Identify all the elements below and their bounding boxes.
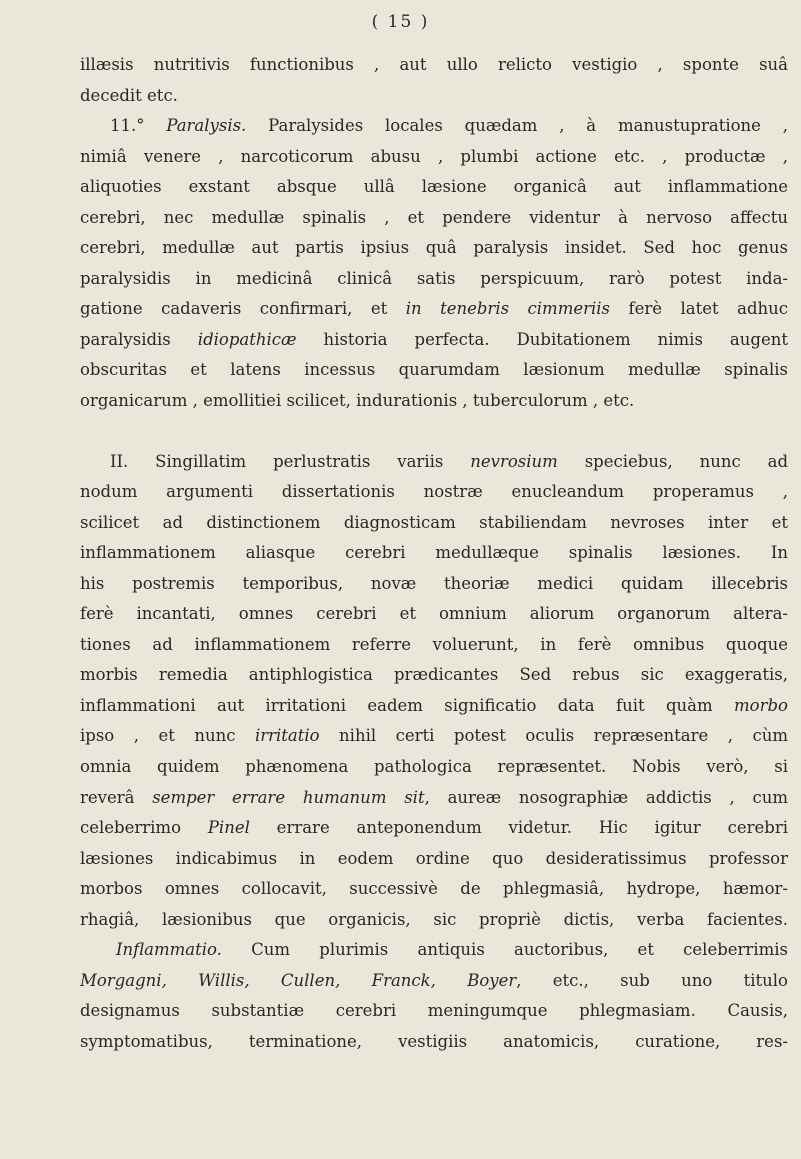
text-line: illæsis nutritivis functionibus , aut ullo relicto vestigio , sponte suâ (80, 55, 788, 74)
page-number: ( 15 ) (371, 12, 430, 32)
text-line: inflammationem aliasque cerebri medullæque spinalis læsiones. In (80, 543, 788, 563)
text-line: morbos omnes collocavit, successivè de phlegmasiâ, hydrope, hæmor- (80, 879, 788, 899)
text-line (80, 447, 788, 478)
section-heading: Paralysis. (166, 116, 247, 136)
text-line: obscuritas et latens incessus quarumdam læsionum medullæ spinalis (80, 360, 788, 380)
text-run: celeberrimo (80, 818, 208, 838)
text-line: nimiâ venere , narcoticorum abusu , plumbi actione etc. , productæ , (80, 146, 788, 166)
text-line: scilicet ad distinctionem diagnosticam stabiliendam nevroses inter et (80, 512, 788, 532)
text-run: , aureæ nosographiæ addictis , cum (424, 787, 788, 807)
text-line: his postremis temporibus, novæ theoriæ medici quidam illecebris (80, 573, 788, 593)
text-line: cerebri, medullæ aut partis ipsius quâ paralysis insidet. Sed hoc genus (80, 238, 788, 258)
author-name: Pinel (207, 818, 250, 838)
text-line (80, 966, 788, 997)
section-heading: Inflammatio. (116, 940, 222, 960)
text-line (80, 691, 788, 722)
text-run: inflammationi aut irritationi eadem significatio data fuit quàm (80, 695, 735, 715)
text-run: nihil certi potest oculis repræsentare , cùm (319, 726, 788, 746)
text-run: ferè latet adhuc (610, 299, 789, 319)
text-line: aliquoties exstant absque ullâ læsione organicâ aut inflammatione (80, 177, 788, 197)
text-line: omnia quidem phænomena pathologica repræsentet. Nobis verò, si (80, 757, 788, 777)
text-run: speciebus, nunc ad (557, 451, 789, 471)
text-run: II. Singillatim perlustratis variis (110, 451, 471, 471)
text-line (80, 325, 788, 356)
text-line (80, 813, 788, 844)
text-line: paralysidis in medicinâ clinicâ satis perspicuum, rarò potest inda- (80, 268, 788, 288)
author-names: Morgagni, Willis, Cullen, Franck, Boyer (80, 970, 517, 990)
italic-phrase: idiopathicæ (197, 329, 297, 349)
text-run: gatione cadaveris confirmari, et (80, 299, 406, 319)
text-run: paralysidis (80, 329, 198, 349)
body-text (80, 50, 788, 1058)
paragraph-section-II (80, 447, 788, 1058)
text-line: cerebri, nec medullæ spinalis , et pendere videntur à nervoso affectu (80, 207, 788, 227)
text-line: organicarum , emollitiei scilicet, indurationis , tuberculorum , etc. (80, 391, 635, 411)
text-line: nodum argumenti dissertationis nostræ enucleandum properamus , (80, 482, 788, 502)
italic-phrase: irritatio (254, 726, 320, 746)
text-line: designamus substantiæ cerebri meningumque phlegmasiam. Causis, (80, 1001, 788, 1021)
text-line (80, 294, 788, 325)
italic-phrase: morbo (734, 695, 788, 715)
text-line: tiones ad inflammationem referre voluerunt, in ferè omnibus quoque (80, 634, 788, 654)
text-line: symptomatibus, terminatione, vestigiis anatomicis, curatione, res- (80, 1031, 788, 1051)
text-line: decedit etc. (80, 85, 178, 105)
paragraph-paralysis (80, 50, 788, 417)
text-run: historia perfecta. Dubitationem nimis augent (296, 329, 788, 349)
text-line (80, 721, 788, 752)
text-run: Paralysides locales quædam , à manustupratione , (246, 116, 788, 136)
text-run: , etc., sub uno titulo (516, 970, 788, 990)
text-line: rhagiâ, læsionibus que organicis, sic propriè dictis, verba facientes. (80, 909, 788, 929)
text-line (80, 935, 788, 966)
text-line: læsiones indicabimus in eodem ordine quo desideratissimus professor (80, 848, 788, 868)
italic-phrase: nevrosium (470, 451, 558, 471)
text-run: reverâ (80, 787, 153, 807)
text-run: Cum plurimis antiquis auctoribus, et celeberrimis (221, 940, 788, 960)
text-line (80, 111, 788, 142)
text-line: morbis remedia antiphlogistica prædicantes Sed rebus sic exaggeratis, (80, 665, 788, 685)
italic-phrase: in tenebris cimmeriis (405, 299, 611, 319)
text-run: errare anteponendum videtur. Hic igitur cerebri (249, 818, 788, 838)
text-line (80, 783, 788, 814)
section-number: 11.° (110, 116, 167, 136)
text-line: ferè incantati, omnes cerebri et omnium aliorum organorum altera- (80, 604, 788, 624)
italic-phrase: semper errare humanum sit (152, 787, 425, 807)
text-run: ipso , et nunc (80, 726, 255, 746)
